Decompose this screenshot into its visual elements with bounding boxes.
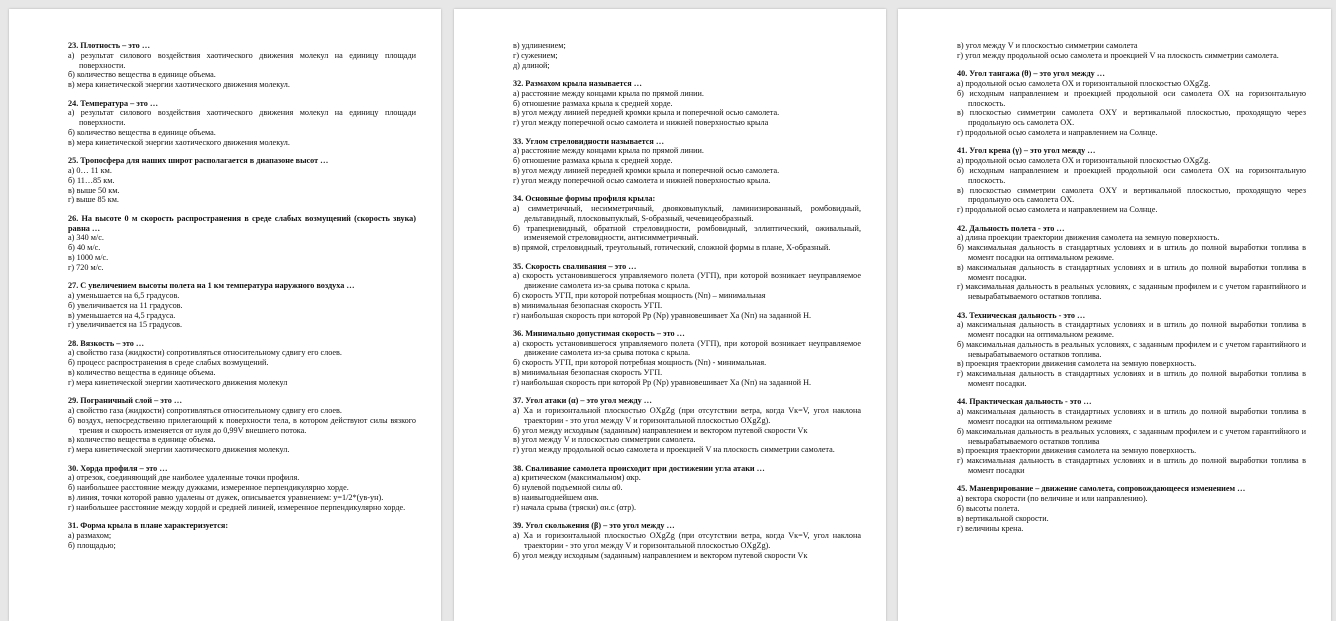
answer-option: г) 720 м/с. [68,262,104,272]
answer-option: в) линия, точки которой равно удалены от дужек, описывается уравнением: y=1/2*(yв-yн). [68,493,384,503]
answer-option: г) увеличивается на 15 градусов. [68,320,183,330]
question-block [68,281,416,330]
document-page-1 [9,9,441,621]
answer-option: б) количество вещества в единице объема. [68,70,216,80]
question-block [513,464,861,513]
answer-option: а) Ха и горизонтальной плоскостью OXgZg (при отсутствии ветра, когда Vк=V, угол наклона траектории - это угол между V и горизонтальной плоскостью OXgZg). [513,406,861,425]
answer-option: г) максимальная дальность в стандартных условиях и в штиль до полной выработки топлива в момент посадки [957,456,1306,476]
answer-option: в) мера кинетической энергии хаотического движения молекул. [68,80,290,90]
question-block [68,464,416,513]
question-block [957,224,1306,302]
answer-option: б) площадью; [68,540,116,550]
question-block [68,41,416,90]
answer-option: в) вертикальной скорости. [957,513,1049,523]
answer-option: а) уменьшается на 6,5 градусов. [68,290,180,300]
answer-option: б) процесс распространения в среде слабых возмущений. [68,358,269,368]
question-block [513,137,861,186]
question-title: 31. Форма крыла в плане характеризуется: [68,521,229,531]
question-title: 35. Скорость сваливания – это … [513,261,637,271]
question-title: 41. Угол крена (γ) – это угол между … [957,146,1096,156]
answer-option: г) максимальная дальность в стандартных условиях и в штиль до полной выработки топлива в момент посадки. [957,369,1306,389]
answer-option: г) выше 85 км. [68,195,119,205]
question-title: 30. Хорда профиля – это … [68,463,168,473]
question-block [957,41,1306,61]
answer-option: а) расстояние между концами крыла по прямой линии. [513,88,704,98]
question-title: 45. Маневрирование – движение самолета, сопровождающееся изменением … [957,484,1246,494]
question-title: 24. Температура – это … [68,98,159,108]
question-block [68,339,416,388]
question-title: 28. Вязкость – это … [68,338,145,348]
answer-option: г) угол между поперечной осью самолета и нижней поверхностью крыла. [513,175,771,185]
question-block [513,521,861,560]
question-block [68,214,416,273]
answer-option: б) угол между исходным (заданным) направлением и вектором путевой скорости Vк [513,425,808,435]
answer-option: б) угол между исходным (заданным) направлением и вектором путевой скорости Vк [513,550,808,560]
page-3-content [957,41,1306,533]
answer-option: а) 0… 11 км. [68,165,112,175]
answer-option: а) свойство газа (жидкости) сопротивляться относительному сдвигу его слоев. [68,348,342,358]
question-block [957,484,1306,533]
question-title: 25. Тропосфера для наших широт располагается в диапазоне высот … [68,156,329,166]
answer-option: г) продольной осью самолета и направлением на Солнце. [957,205,1158,215]
answer-option: а) расстояние между концами крыла по прямой линии. [513,146,704,156]
question-block [68,396,416,455]
answer-option: а) скорость установившегося управляемого полета (УГП), при которой возникает неуправляемое движение самолета из-за срыва потока с крыла. [513,271,861,291]
answer-option: г) сужением; [513,50,558,60]
question-block [957,69,1306,138]
question-title: 39. Угол скольжения (β) – это угол между … [513,521,675,531]
answer-option: а) скорость установившегося управляемого полета (УГП), при которой возникает неуправляемое движение самолета из-за срыва потока с крыла. [513,338,861,358]
answer-option: б) количество вещества в единице объема. [68,127,216,137]
answer-option: в) мера кинетической энергии хаотического движения молекул. [68,137,290,147]
answer-option: а) продольной осью самолета OX и горизонтальной плоскостью OXgZg. [957,156,1211,166]
answer-option: в) плоскостью симметрии самолета OXY и вертикальной плоскостью, проходящую через продольную ось самолета OX. [957,185,1306,205]
question-block [513,262,861,321]
document-page-3 [898,9,1331,621]
question-title: 32. Размахом крыла называется … [513,78,642,88]
answer-option: а) размахом; [68,531,112,541]
answer-option: в) минимальная безопасная скорость УГП. [513,300,663,310]
answer-option: б) 40 м/с. [68,243,101,253]
question-block [513,41,861,70]
answer-option: г) наибольшее расстояние между хордой и средней линией, измеренное перпендикулярно хорде. [68,502,406,512]
answer-option: б) скорость УГП, при которой потребная мощность (Nп) - минимальная. [513,358,767,368]
answer-option: г) мера кинетической энергии хаотического движения молекул. [68,445,290,455]
answer-option: б) воздух, непосредственно прилегающий к поверхности тела, в котором действуют силы вязкого трения и скорость изменяется от нуля до 0,99V внешнего потока. [68,415,416,435]
answer-option: в) угол между линией передней кромки крыла и поперечной осью самолета. [513,108,780,118]
answer-option: а) максимальная дальность в стандартных условиях и в штиль до полной выработки топлива в момент посадки на оптимальном режиме. [957,320,1306,340]
answer-option: в) угол между V и плоскостью симметрии самолета. [513,435,696,445]
answer-option: в) наивыгоднейшем αнв. [513,493,599,503]
answer-option: в) угол между линией передней кромки крыла и поперечной осью самолета. [513,165,780,175]
question-title: 23. Плотность – это … [68,41,151,50]
question-block [957,397,1306,475]
answer-option: б) увеличивается на 11 градусов. [68,300,183,310]
answer-option: в) плоскостью симметрии самолета OXY и вертикальной плоскостью, проходящую через продольную ось самолета OX. [957,108,1306,128]
question-block [957,146,1306,215]
question-title: 40. Угол тангажа (θ) – это угол между … [957,69,1105,79]
answer-option: а) результат силового воздействия хаотического движения молекул на единицу площади поверхности. [68,108,416,128]
answer-option: в) удлинением; [513,41,566,50]
answer-option: в) выше 50 км. [68,185,120,195]
answer-option: а) отрезок, соединяющий две наиболее удаленные точки профиля. [68,473,300,483]
answer-option: а) 340 м/с. [68,233,104,243]
answer-option: б) максимальная дальность в реальных условиях, с заданным профилем и с учетом гарантийного и невырабатываемого остатков топлива [957,426,1306,446]
question-block [513,79,861,128]
answer-option: в) угол между V и плоскостью симметрии самолета [957,41,1138,50]
question-title: 42. Дальность полета - это … [957,223,1065,233]
question-block [957,311,1306,389]
answer-option: а) результат силового воздействия хаотического движения молекул на единицу площади поверхности. [68,50,416,70]
page-2-content [513,41,861,560]
question-block [68,521,416,550]
answer-option: в) прямой, стреловидный, треугольный, готический, сложной формы в плане, X-образный. [513,243,831,253]
question-block [513,329,861,388]
question-title: 36. Минимально допустимая скорость – это … [513,328,685,338]
answer-option: г) продольной осью самолета и направлением на Солнце. [957,127,1158,137]
answer-option: б) 11…85 км. [68,175,115,185]
answer-option: б) отношение размаха крыла к средней хорде. [513,156,673,166]
answer-option: в) количество вещества в единице объема. [68,435,216,445]
answer-option: в) минимальная безопасная скорость УГП. [513,368,663,378]
answer-option: а) свойство газа (жидкости) сопротивляться относительному сдвигу его слоев. [68,406,342,416]
answer-option: г) наибольшая скорость при которой Рр (Nр) уравновешивает Xа (Nп) на заданной Н. [513,310,812,320]
answer-option: а) Ха и горизонтальной плоскостью OXgZg (при отсутствии ветра, когда Vк=V, угол наклона траектории - это угол между V и горизонтальной плоскостью OXgZg). [513,531,861,550]
answer-option: в) проекция траектории движения самолета на земную поверхность. [957,446,1197,456]
answer-option: а) длина проекции траектории движения самолета на земную поверхность. [957,233,1220,243]
answer-option: г) мера кинетической энергии хаотического движения молекул [68,377,288,387]
answer-option: в) 1000 м/с. [68,252,109,262]
answer-option: г) наибольшая скорость при которой Рр (Nр) уравновешивает Xа (Nп) на заданной Н. [513,377,812,387]
answer-option: б) исходным направлением и проекцией продольной оси самолета OX на горизонтальную плоскость. [957,165,1306,185]
answer-option: б) исходным направлением и проекцией продольной оси самолета OX на горизонтальную плоскость. [957,88,1306,108]
answer-option: в) максимальная дальность в стандартных условиях и в штиль до полной выработки топлива в момент посадки. [957,262,1306,282]
question-title: 26. На высоте 0 м скорость распространения в среде слабых возмущений (скорость звука) равна … [68,213,416,233]
answer-option: б) трапециевидный, обратной стреловидности, ромбовидный, эллиптический, оживальный, изменяемой стреловидности, антисимметричный. [513,223,861,243]
answer-option: а) продольной осью самолета OX и горизонтальной плоскостью OXgZg. [957,78,1211,88]
answer-option: в) уменьшается на 4,5 градуса. [68,310,176,320]
answer-option: б) нулевой подъемной силы α0. [513,483,623,493]
question-title: 29. Пограничный слой – это … [68,396,183,406]
answer-option: г) угол между продольной осью самолета и проекцией V на плоскость симметрии самолета. [957,50,1279,60]
answer-option: а) максимальная дальность в стандартных условиях и в штиль до полной выработки топлива в момент посадки на оптимальном режиме [957,407,1306,427]
answer-option: г) начала срыва (тряски) αн.с (αтр). [513,502,637,512]
answer-option: б) максимальная дальность в реальных условиях, с заданным профилем и с учетом гарантийного и невырабатываемого остатков топлива. [957,339,1306,359]
question-title: 34. Основные формы профиля крыла: [513,194,656,204]
answer-option: г) максимальная дальность в реальных условиях, с заданным профилем и с учетом гарантийного и невырабатываемого остатков топлива. [957,282,1306,302]
question-block [513,194,861,253]
answer-option: а) критическом (максимальном) αкр. [513,473,641,483]
question-block [68,99,416,148]
answer-option: б) скорость УГП, при которой потребная мощность (Nп) – минимальная [513,290,766,300]
question-title: 43. Техническая дальность - это … [957,310,1086,320]
question-block [513,396,861,455]
answer-option: в) количество вещества в единице объема. [68,368,216,378]
answer-option: д) длиной; [513,60,550,70]
question-title: 27. С увеличением высоты полета на 1 км температура наружного воздуха … [68,281,355,291]
question-title: 44. Практическая дальность - это … [957,397,1092,407]
question-title: 38. Сваливание самолета происходит при достижении угла атаки … [513,463,765,473]
question-title: 33. Углом стреловидности называется … [513,136,665,146]
answer-option: в) проекция траектории движения самолета на земную поверхность. [957,359,1197,369]
answer-option: а) вектора скорости (по величине и или направлению). [957,494,1148,504]
answer-option: г) угол между поперечной осью самолета и нижней поверхностью крыла [513,118,769,128]
answer-option: г) угол между продольной осью самолета и проекцией V на плоскость симметрии самолета. [513,445,835,455]
question-block [68,156,416,205]
answer-option: б) отношение размаха крыла к средней хорде. [513,98,673,108]
answer-option: б) наибольшее расстояние между дужками, измеренное перпендикулярно хорде. [68,483,349,493]
question-title: 37. Угол атаки (α) – это угол между … [513,396,652,406]
document-page-2 [454,9,886,621]
answer-option: б) максимальная дальность в стандартных условиях и в штиль до полной выработки топлива в момент посадки на оптимальном режиме. [957,243,1306,262]
answer-option: а) симметричный, несимметричный, двояковыпуклый, ламинизированный, ромбовидный, дельтавидный, плосковыпуклый, S-образный, чечевицеобразный. [513,203,861,223]
page-1-content [68,41,416,551]
answer-option: г) величины крена. [957,523,1024,533]
answer-option: б) высоты полета. [957,504,1020,514]
